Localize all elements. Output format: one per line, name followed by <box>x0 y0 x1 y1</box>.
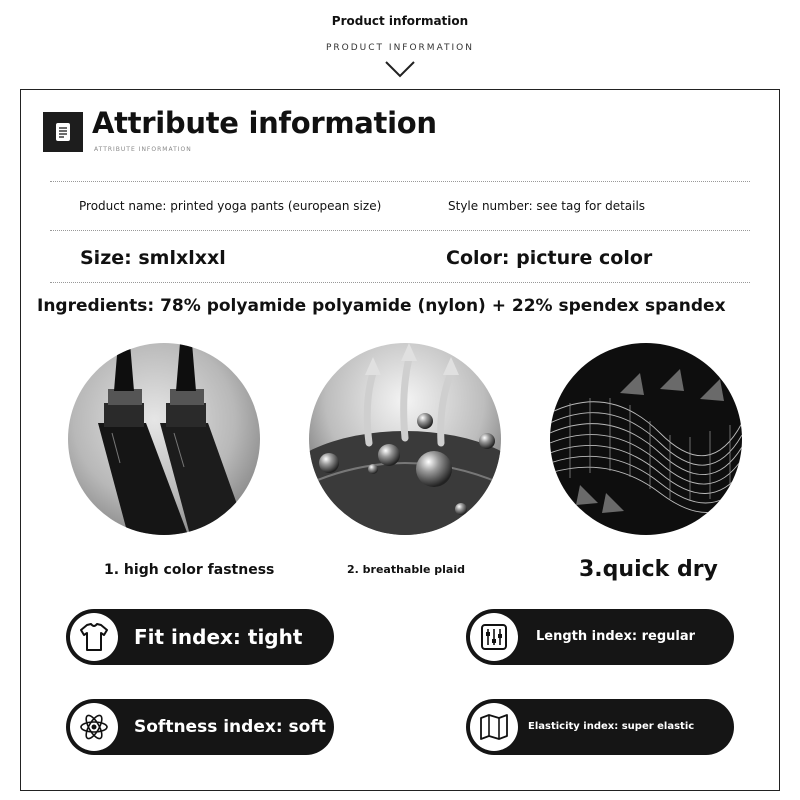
softness-index-pill <box>66 699 334 755</box>
paint-brushes-image <box>68 343 260 535</box>
product-name-text: Product name: printed yoga pants (european size) <box>79 199 382 213</box>
tshirt-icon <box>70 613 118 661</box>
section-title: Attribute information <box>92 106 437 140</box>
feature-label: 3.quick dry <box>579 557 718 582</box>
length-index-label: Length index: regular <box>536 629 696 644</box>
length-index-pill <box>466 609 734 665</box>
page-header-title: Product information <box>331 14 469 28</box>
document-icon <box>43 112 83 152</box>
chevron-down-icon <box>385 60 415 78</box>
elasticity-index-pill <box>466 699 734 755</box>
atom-icon <box>70 703 118 751</box>
map-fold-icon <box>470 703 518 751</box>
section-subtitle: ATTRIBUTE INFORMATION <box>94 146 192 153</box>
fit-index-label: Fit index: tight <box>134 625 303 649</box>
page-header-subtitle: PRODUCT INFORMATION <box>325 43 475 53</box>
feature-label: 2. breathable plaid <box>347 563 466 576</box>
divider <box>50 230 750 231</box>
feature-label: 1. high color fastness <box>104 562 275 578</box>
ingredients-text: Ingredients: 78% polyamide polyamide (nylon) + 22% spendex spandex <box>37 296 726 316</box>
softness-index-label: Softness index: soft <box>134 717 326 737</box>
water-droplets-image <box>309 343 501 535</box>
size-text: Size: smlxlxxl <box>80 247 226 269</box>
style-number-text: Style number: see tag for details <box>448 199 646 213</box>
color-text: Color: picture color <box>446 247 653 269</box>
divider <box>50 282 750 283</box>
mesh-wave-image <box>550 343 742 535</box>
fit-index-pill <box>66 609 334 665</box>
elasticity-index-label: Elasticity index: super elastic <box>528 721 695 732</box>
divider <box>50 181 750 182</box>
sliders-icon <box>470 613 518 661</box>
